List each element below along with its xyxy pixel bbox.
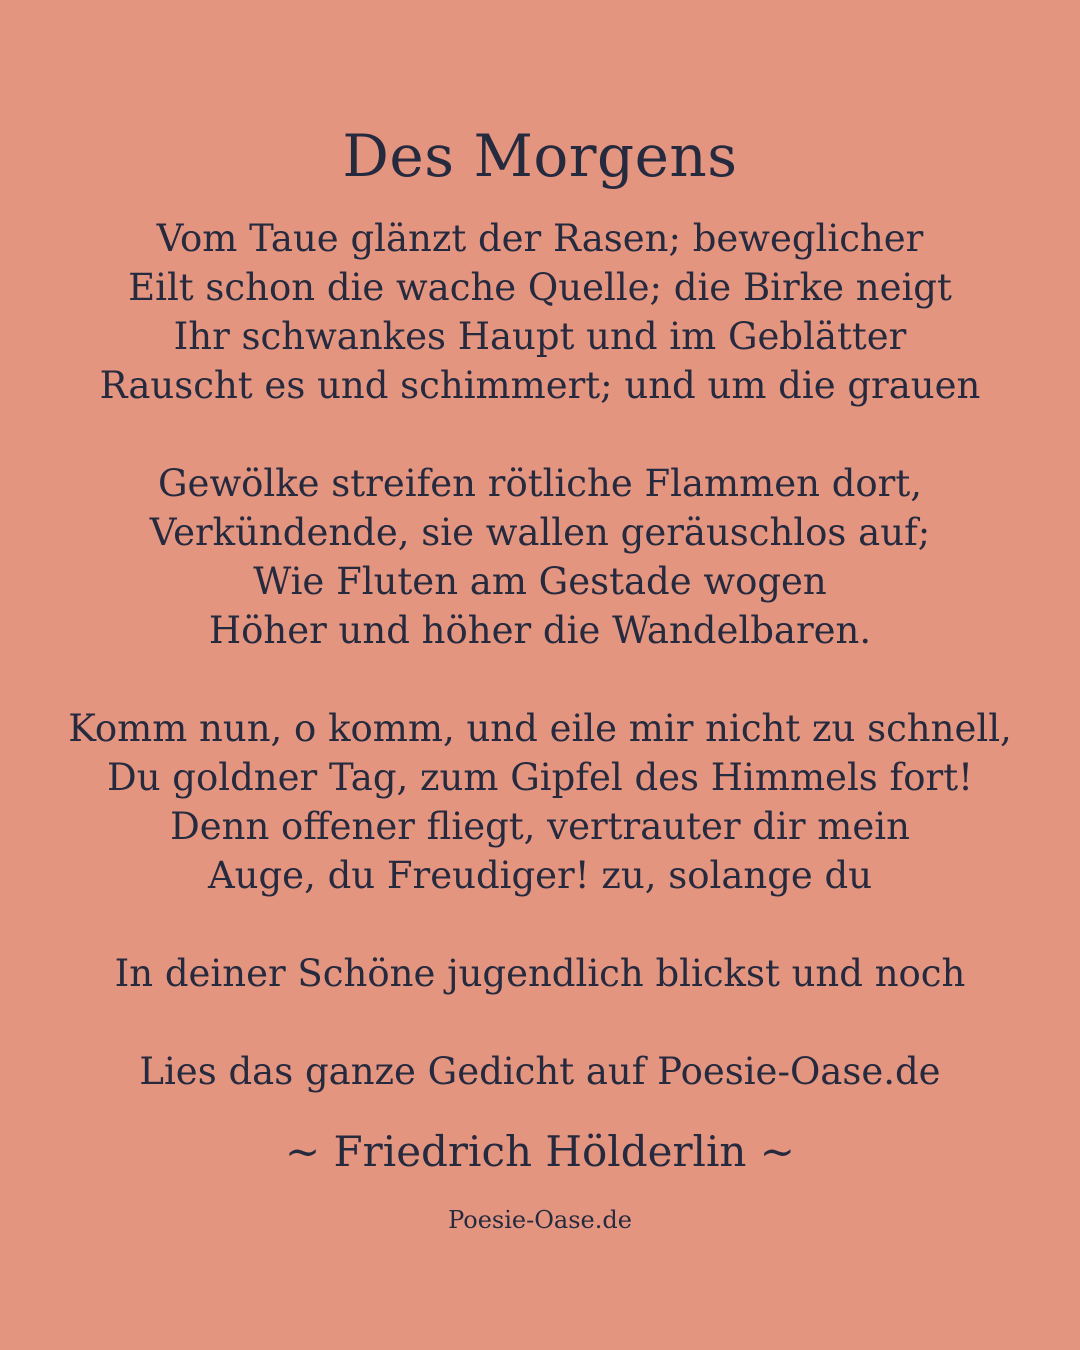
poem-line: Gewölke streifen rötliche Flammen dort, <box>158 462 922 505</box>
poem-line: Ihr schwankes Haupt und im Geblätter <box>173 315 907 358</box>
poem-line: Verkündende, sie wallen geräuschlos auf; <box>149 511 931 554</box>
poem-line: Du goldner Tag, zum Gipfel des Himmels fort! <box>107 756 973 799</box>
poem-line: Komm nun, o komm, und eile mir nicht zu schnell, <box>68 707 1012 750</box>
stanza-1 <box>0 214 1080 410</box>
poem-line: In deiner Schöne jugendlich blickst und noch <box>114 952 966 995</box>
poem-title: Des Morgens <box>342 122 738 190</box>
poem-line: Auge, du Freudiger! zu, solange du <box>207 854 873 897</box>
poem-line: Vom Taue glänzt der Rasen; beweglicher <box>156 217 924 260</box>
poem-line: Denn offener fliegt, vertrauter dir mein <box>170 805 910 848</box>
author-name: ~ Friedrich Hölderlin ~ <box>285 1127 795 1176</box>
stanza-3 <box>0 704 1080 900</box>
poem-line: Eilt schon die wache Quelle; die Birke neigt <box>128 266 952 309</box>
stanza-2 <box>0 459 1080 655</box>
poem-line: Wie Fluten am Gestade wogen <box>253 560 827 603</box>
read-more-text: Lies das ganze Gedicht auf Poesie-Oase.de <box>139 1050 941 1093</box>
stanza-4 <box>0 949 1080 998</box>
poem-line: Höher und höher die Wandelbaren. <box>208 609 872 652</box>
poem-line: Rauscht es und schimmert; und um die grauen <box>99 364 981 407</box>
site-watermark: Poesie-Oase.de <box>448 1206 632 1234</box>
